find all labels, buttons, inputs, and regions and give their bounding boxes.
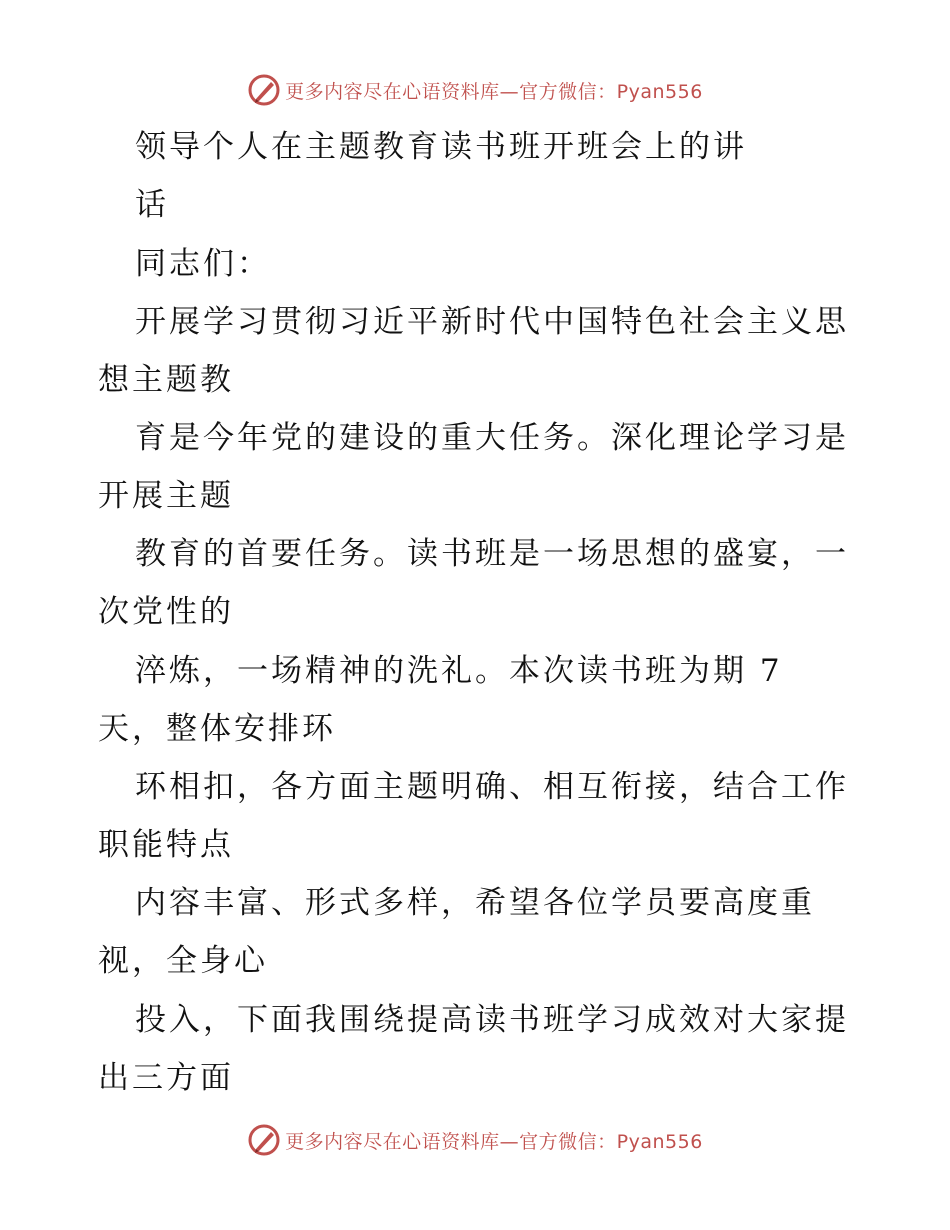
header-banner-text: 更多内容尽在心语资料库—官方微信：Pyan556 [285, 80, 703, 103]
footer-banner-text: 更多内容尽在心语资料库—官方微信：Pyan556 [285, 1130, 703, 1153]
body-line: 内容丰富、形式多样，希望各位学员要高度重 [135, 885, 815, 921]
body-line: 开展学习贯彻习近平新时代中国特色社会主义思 [135, 304, 849, 340]
pen-logo-icon [247, 73, 281, 107]
greeting: 同志们： [135, 246, 271, 282]
header-banner [0, 70, 950, 110]
body-line: 淬炼，一场精神的洗礼。本次读书班为期 7 [135, 653, 783, 689]
pen-logo-icon [247, 1123, 281, 1157]
body-line: 出三方面 [98, 1060, 234, 1096]
document-title-line-1: 领导个人在主题教育读书班开班会上的讲 [135, 129, 747, 165]
body-line: 开展主题 [98, 478, 234, 514]
body-line: 次党性的 [98, 594, 234, 630]
footer-banner [0, 1120, 950, 1160]
body-line: 天，整体安排环 [98, 711, 336, 747]
body-line: 投入，下面我围绕提高读书班学习成效对大家提 [135, 1002, 849, 1038]
body-line: 教育的首要任务。读书班是一场思想的盛宴，一 [135, 536, 849, 572]
document-title-line-2: 话 [135, 187, 169, 223]
body-line: 育是今年党的建设的重大任务。深化理论学习是 [135, 420, 849, 456]
body-line: 想主题教 [98, 362, 234, 398]
body-line: 环相扣，各方面主题明确、相互衔接，结合工作 [135, 769, 849, 805]
body-line: 职能特点 [98, 827, 234, 863]
body-line: 视，全身心 [98, 943, 268, 979]
